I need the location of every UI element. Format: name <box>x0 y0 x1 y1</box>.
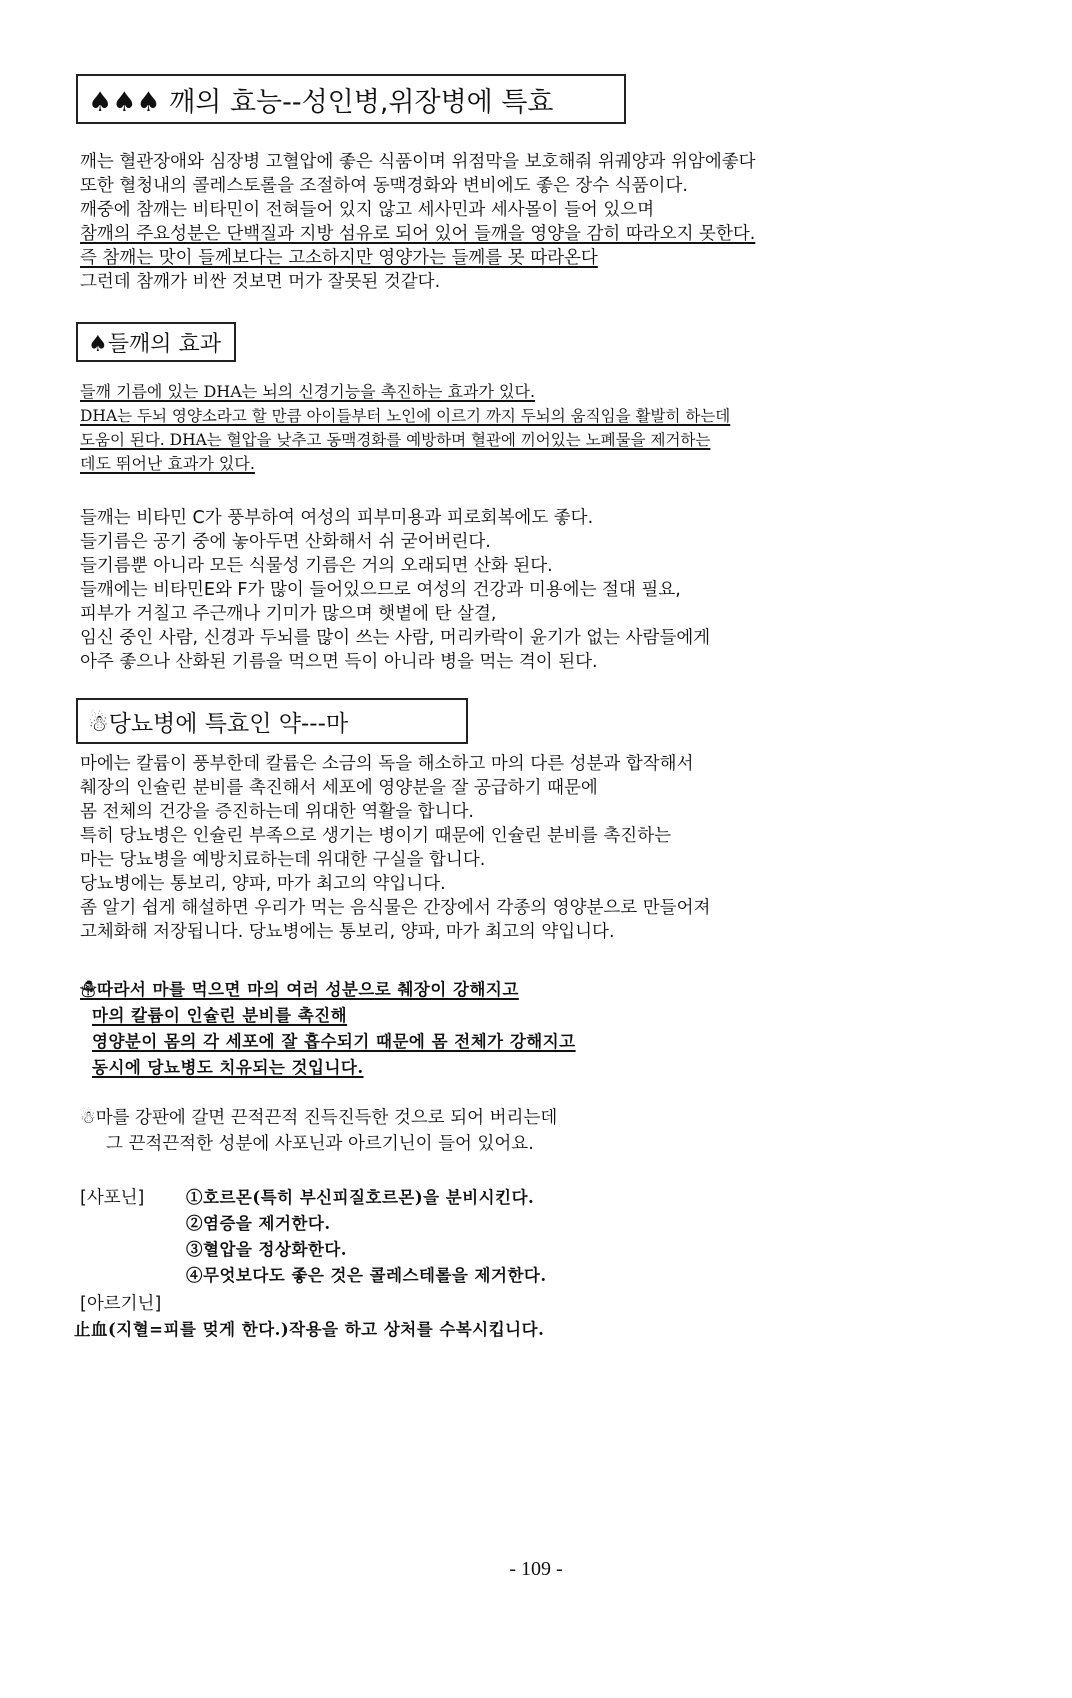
section2-line: 들기름뿐 아니라 모든 식물성 기름은 거의 오래되면 산화 된다. <box>80 556 553 576</box>
arginine-text: 止血(지혈=피를 멎게 한다.)작용을 하고 상처를 수복시킵니다. <box>74 1320 545 1339</box>
saponin-item: ④무엇보다도 좋은 것은 콜레스테롤을 제거한다. <box>186 1266 547 1285</box>
section3-note-line: ☃마를 강판에 갈면 끈적끈적 진득진득한 것으로 되어 버리는데 <box>80 1108 558 1128</box>
section3-line: 고체화해 저장됩니다. 당뇨병에는 통보리, 양파, 마가 최고의 약입니다. <box>80 922 615 942</box>
section3-line: 좀 알기 쉽게 해설하면 우리가 먹는 음식물은 간장에서 각종의 영양분으로 만들어져 <box>80 898 711 918</box>
section1-line-underlined: 참깨의 주요성분은 단백질과 지방 섬유로 되어 있어 들깨을 영양을 감히 따라오지 못한다. <box>80 224 756 244</box>
section3-line: 췌장의 인슐린 분비를 촉진해서 세포에 영양분을 잘 공급하기 때문에 <box>80 778 598 798</box>
section2-line: 피부가 거칠고 주근깨나 기미가 많으며 햇볕에 탄 살결, <box>80 604 497 624</box>
section1-line: 깨중에 참깨는 비타민이 전혀들어 있지 않고 세사민과 세사몰이 들어 있으며 <box>80 200 655 220</box>
saponin-item: ③혈압을 정상화한다. <box>186 1240 348 1259</box>
section2-title-box <box>76 322 236 362</box>
arginine-label: [아르기닌] <box>80 1294 162 1314</box>
section1-line: 깨는 혈관장애와 심장병 고혈압에 좋은 식품이며 위점막을 보호해줘 위궤양과 위암에좋다 <box>80 152 756 172</box>
section1-line-underlined: 즉 참깨는 맛이 들께보다는 고소하지만 영양가는 들께를 못 따라온다 <box>80 248 598 268</box>
section3-note-line: 그 끈적끈적한 성분에 사포닌과 아르기닌이 들어 있어요. <box>106 1134 534 1154</box>
section3-hand-line: 마의 칼륨이 인슐린 분비를 촉진해 <box>92 1006 348 1025</box>
section2-hand-line: 들깨 기름에 있는 DHA는 뇌의 신경기능을 촉진하는 효과가 있다. <box>80 382 536 401</box>
section1-title: ♠♠♠ 깨의 효능--성인병,위장병에 특효 <box>88 86 554 118</box>
saponin-item: ①호르몬(특히 부신피질호르몬)을 분비시킨다. <box>186 1188 535 1207</box>
section2-hand-line: 도움이 된다. DHA는 혈압을 낮추고 동맥경화를 예방하며 혈관에 끼어있는 노폐물을 제거하는 <box>80 431 711 449</box>
section3-title-box <box>76 698 468 744</box>
section3-line: 몸 전체의 건강을 증진하는데 위대한 역활을 합니다. <box>80 802 474 822</box>
section3-line: 마에는 칼륨이 풍부한데 칼륨은 소금의 독을 해소하고 마의 다른 성분과 합작해서 <box>80 754 694 774</box>
section3-line: 마는 당뇨병을 예방치료하는데 위대한 구실을 합니다. <box>80 850 486 870</box>
page-number: - 109 - <box>509 1558 563 1580</box>
section3-line: 당뇨병에는 통보리, 양파, 마가 최고의 약입니다. <box>80 874 446 894</box>
section3-hand-line: 영양분이 몸의 각 세포에 잘 흡수되기 때문에 몸 전체가 강해지고 <box>92 1032 576 1051</box>
section2-line: 들깨는 비타민 C가 풍부하여 여성의 피부미용과 피로회복에도 좋다. <box>80 508 594 528</box>
section2-line: 들기름은 공기 중에 놓아두면 산화해서 쉬 굳어버린다. <box>80 532 491 552</box>
section3-line: 특히 당뇨병은 인슐린 부족으로 생기는 병이기 때문에 인슐린 분비를 촉진하는 <box>80 826 672 846</box>
section2-hand-line: 데도 뛰어난 효과가 있다. <box>80 454 255 473</box>
section2-title: ♠들깨의 효과 <box>88 331 221 357</box>
section3-hand-line: ☃따라서 마를 먹으면 마의 여러 성분으로 췌장이 강해지고 <box>80 980 519 999</box>
section2-line: 들깨에는 비타민E와 F가 많이 들어있으므로 여성의 건강과 미용에는 절대 필요, <box>80 580 681 600</box>
section3-hand-line: 동시에 당뇨병도 치유되는 것입니다. <box>92 1058 364 1077</box>
section3-title: ☃당뇨병에 특효인 약---마 <box>88 710 349 737</box>
section1-line: 그런데 참깨가 비싼 것보면 머가 잘못된 것같다. <box>80 272 441 292</box>
section2-line: 아주 좋으나 산화된 기름을 먹으면 득이 아니라 병을 먹는 격이 된다. <box>80 652 598 672</box>
section1-line: 또한 혈청내의 콜레스토롤을 조절하여 동맥경화와 변비에도 좋은 장수 식품이다. <box>80 176 688 196</box>
section1-title-box <box>76 74 626 124</box>
saponin-label: [사포닌] <box>80 1188 145 1208</box>
section2-hand-line: DHA는 두뇌 영양소라고 할 만큼 아이들부터 노인에 이르기 까지 두뇌의 움직임을 활발히 하는데 <box>80 407 731 425</box>
saponin-item: ②염증을 제거한다. <box>186 1214 331 1233</box>
section2-line: 임신 중인 사람, 신경과 두뇌를 많이 쓰는 사람, 머리카락이 윤기가 없는 사람들에게 <box>80 628 711 648</box>
